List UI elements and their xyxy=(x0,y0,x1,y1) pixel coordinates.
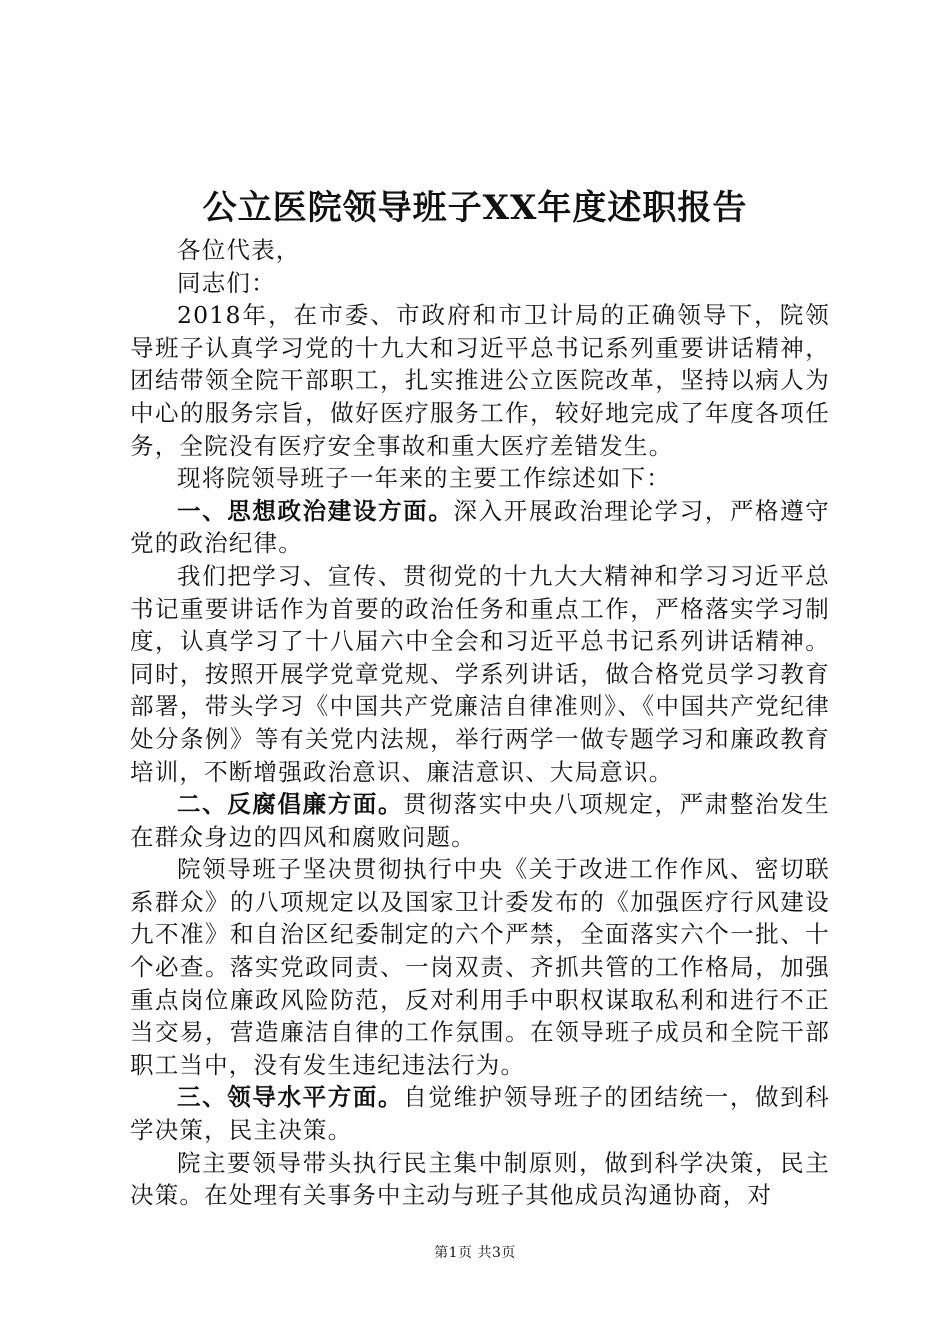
section-body: 院领导班子坚决贯彻执行中央《关于改进工作作风、密切联系群众》的八项规定以及国家卫计委发布的《加强医疗行风建设九不准》和自治区纪委制定的六个严禁，全面落实六个一批、十个必查。落实党政同责、一岗双责、齐抓共管的工作格局，加强重点岗位廉政风险防范，反对利用手中职权谋取私利和进行不正当交易，营造廉洁自律的工作氛围。在领导班子成员和全院干部职工当中，没有发生违纪违法行为。 xyxy=(130,855,830,1079)
salutation: 同志们： xyxy=(177,268,276,297)
section-heading-paragraph xyxy=(130,495,830,560)
section-heading-paragraph xyxy=(130,1081,830,1146)
section-heading: 一、思想政治建设方面。 xyxy=(177,496,454,525)
intro-paragraph: 2018年，在市委、市政府和市卫计局的正确领导下，院领导班子认真学习党的十九大和习近平总书记系列重要讲话精神，团结带领全院干部职工，扎实推进公立医院改革，坚持以病人为中心的服务宗旨，做好医疗服务工作，较好地完成了年度各项任务，全院没有医疗安全事故和重大医疗差错发生。 xyxy=(130,301,830,460)
document-body xyxy=(130,234,830,1212)
document-title: 公立医院领导班子XX年度述职报告 xyxy=(202,188,748,228)
section-body: 院主要领导带头执行民主集中制原则，做到科学决策，民主决策。在处理有关事务中主动与班子其他成员沟通协商，对 xyxy=(130,1148,830,1210)
section-body: 我们把学习、宣传、贯彻党的十九大大精神和学习习近平总书记重要讲话作为首要的政治任务和重点工作，严格落实学习制度，认真学习了十八届六中全会和习近平总书记系列讲话精神。同时，按照开展学党章党规、学系列讲话，做合格党员学习教育部署，带头学习《中国共产党廉洁自律准则》、《中国共产党纪律处分条例》等有关党内法规，举行两学一做专题学习和廉政教育培训，不断增强政治意识、廉洁意识、大局意识。 xyxy=(130,561,830,786)
page-footer: 第1页 共3页 xyxy=(434,1245,516,1261)
section-lead: 贯彻落实中央八项规定，严肃整治发生在群众身边的四风和腐败问题。 xyxy=(130,790,830,851)
section-lead: 深入开展政治理论学习，严格遵守党的政治纪律。 xyxy=(130,496,830,558)
section-heading-paragraph xyxy=(130,788,830,853)
salutation: 各位代表， xyxy=(177,236,301,264)
section-heading: 三、领导水平方面。 xyxy=(177,1083,404,1112)
section-heading: 二、反腐倡廉方面。 xyxy=(177,790,404,819)
summary-lead: 现将院领导班子一年来的主要工作综述如下： xyxy=(177,464,671,493)
section-lead: 自觉维护领导班子的团结统一，做到科学决策，民主决策。 xyxy=(130,1083,830,1145)
